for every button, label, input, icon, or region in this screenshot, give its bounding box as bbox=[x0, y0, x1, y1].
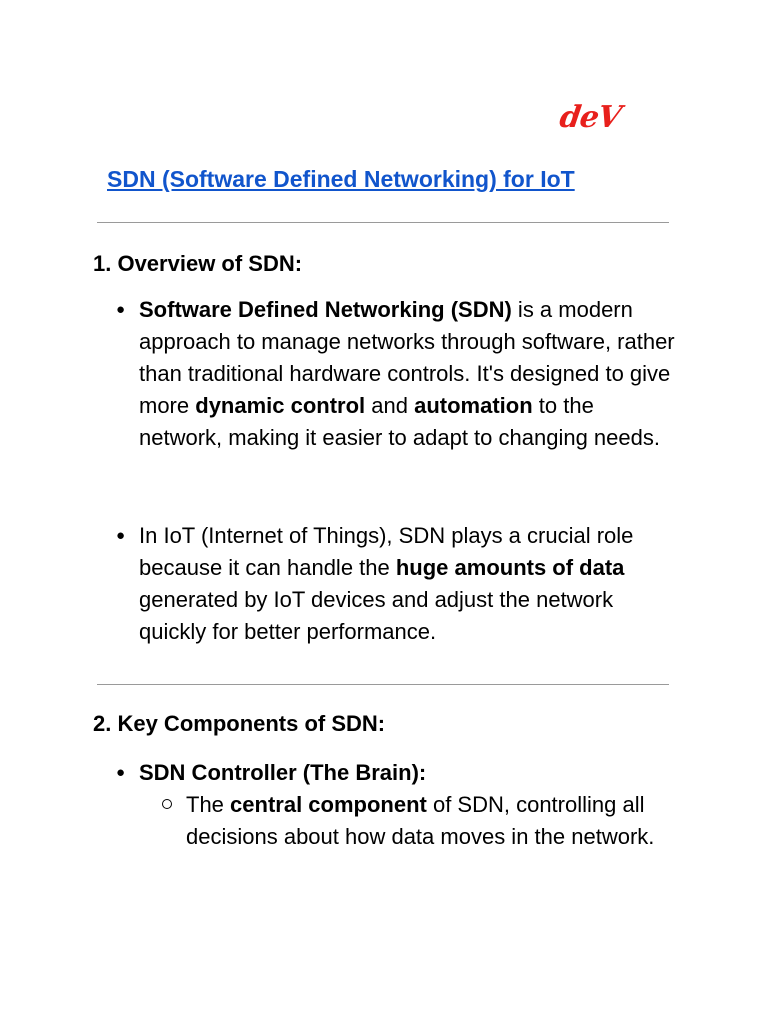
divider bbox=[97, 222, 669, 223]
divider bbox=[97, 684, 669, 685]
bullet-marker: ● bbox=[116, 527, 126, 544]
section-heading-overview: 1. Overview of SDN: bbox=[93, 251, 303, 276]
document-title[interactable]: SDN (Software Defined Networking) for IoT bbox=[107, 166, 575, 192]
section-heading-components: 2. Key Components of SDN: bbox=[93, 711, 386, 736]
sub-item-central-component: The central component of SDN, controlling all decisions about how data moves in the network. bbox=[186, 792, 655, 849]
bullet-marker: ● bbox=[116, 764, 126, 781]
sub-bullet-marker bbox=[162, 799, 172, 809]
bullet-marker: ● bbox=[116, 301, 126, 318]
logo: deV bbox=[557, 100, 623, 135]
list-item-sdn-definition: Software Defined Networking (SDN) is a modern approach to manage networks through software, rather than traditional hardware controls. It's designed to give more dynamic control and automation to the network, making it easier to adapt to changing needs. bbox=[139, 297, 675, 450]
list-item-sdn-iot: In IoT (Internet of Things), SDN plays a crucial role because it can handle the huge amounts of data generated by IoT devices and adjust the network quickly for better performance. bbox=[139, 523, 634, 644]
list-item-sdn-controller: SDN Controller (The Brain): bbox=[139, 760, 427, 785]
